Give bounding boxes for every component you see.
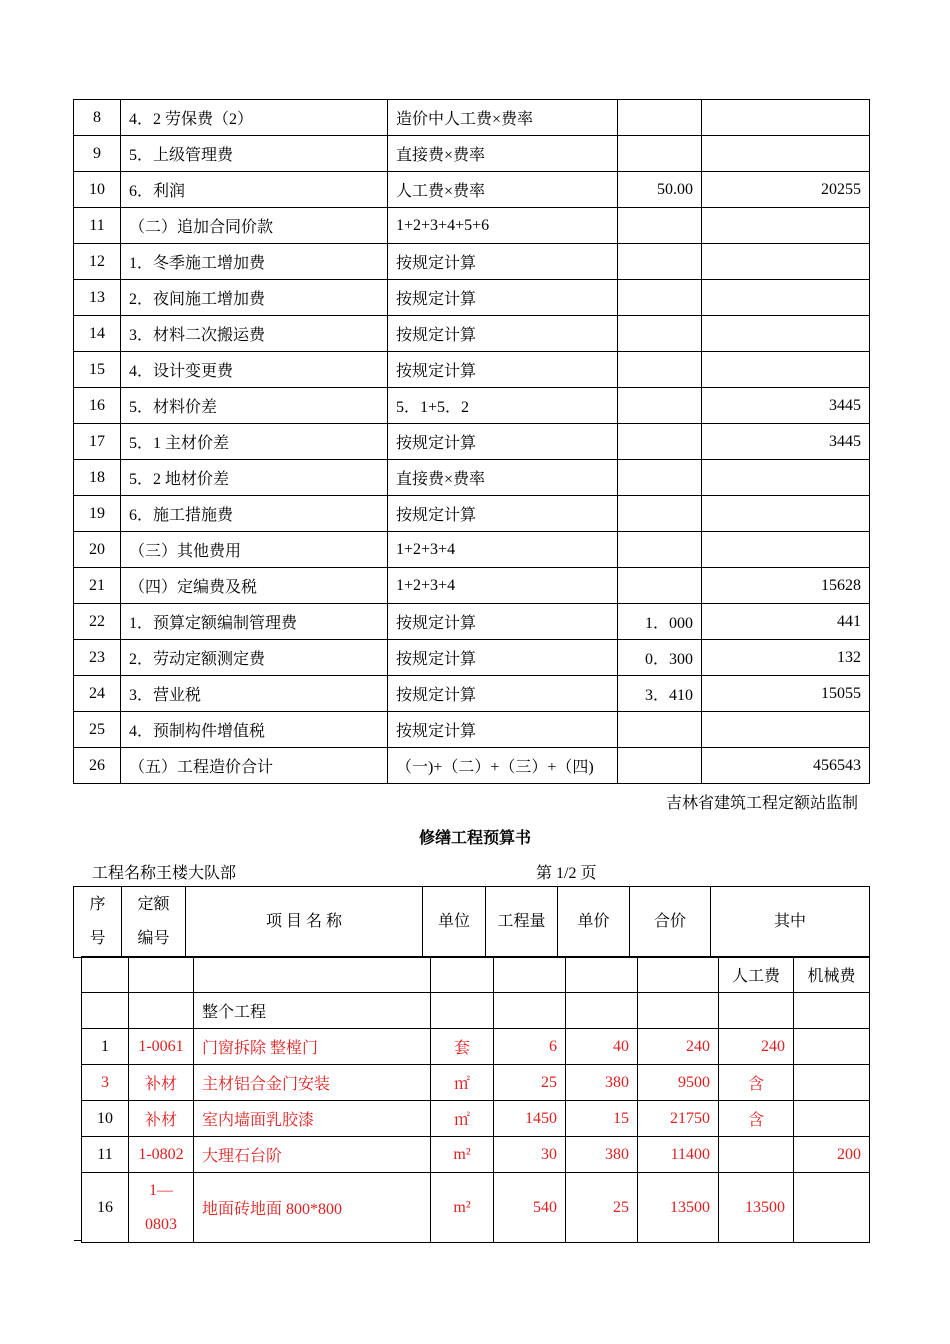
amount: 456543 xyxy=(702,748,870,784)
row-number: 18 xyxy=(74,460,121,496)
amount xyxy=(702,244,870,280)
amount xyxy=(702,352,870,388)
cost-item: 4．预制构件增值税 xyxy=(121,712,388,748)
cost-item: 4．2 劳保费（2） xyxy=(121,100,388,136)
seq-number: 16 xyxy=(82,1173,129,1243)
cost-row xyxy=(74,316,870,352)
quantity: 540 xyxy=(494,1173,566,1243)
amount xyxy=(702,712,870,748)
cost-item: 1．预算定额编制管理费 xyxy=(121,604,388,640)
cost-item: （四）定编费及税 xyxy=(121,568,388,604)
page-number: 第 1/2 页 xyxy=(536,865,597,882)
rate xyxy=(618,208,702,244)
budget-row xyxy=(82,1173,870,1243)
calc-basis: 按规定计算 xyxy=(388,604,618,640)
quantity: 30 xyxy=(494,1137,566,1173)
calc-basis: 按规定计算 xyxy=(388,244,618,280)
budget-row xyxy=(82,1065,870,1101)
group-label: 整个工程 xyxy=(194,993,431,1029)
calc-basis: （一)+（二）+（三）+（四) xyxy=(388,748,618,784)
row-number: 23 xyxy=(74,640,121,676)
calc-basis: 5．1+5．2 xyxy=(388,388,618,424)
header-quantity: 工程量 xyxy=(486,887,558,958)
total-price: 11400 xyxy=(638,1137,719,1173)
rate: 0．300 xyxy=(618,640,702,676)
amount: 441 xyxy=(702,604,870,640)
header-of-which: 其中 xyxy=(711,887,870,958)
cost-row xyxy=(74,244,870,280)
amount: 3445 xyxy=(702,424,870,460)
quantity: 6 xyxy=(494,1029,566,1065)
group-row xyxy=(82,993,870,1029)
calc-basis: 按规定计算 xyxy=(388,424,618,460)
rate xyxy=(618,244,702,280)
calc-basis: 直接费×费率 xyxy=(388,136,618,172)
seq-number: 3 xyxy=(82,1065,129,1101)
total-price: 21750 xyxy=(638,1101,719,1137)
machine-cost xyxy=(794,1065,870,1101)
cost-item: 5．1 主材价差 xyxy=(121,424,388,460)
total-price: 13500 xyxy=(638,1173,719,1243)
unit: ㎡ xyxy=(431,1065,494,1101)
calc-basis: 1+2+3+4+5+6 xyxy=(388,208,618,244)
unit-price: 25 xyxy=(566,1173,638,1243)
item-name: 室内墙面乳胶漆 xyxy=(194,1101,431,1137)
quota-code: 1-0061 xyxy=(129,1029,194,1065)
rate xyxy=(618,280,702,316)
cost-item: 1．冬季施工增加费 xyxy=(121,244,388,280)
labor-cost: 13500 xyxy=(719,1173,794,1243)
rate xyxy=(618,136,702,172)
machine-cost xyxy=(794,1101,870,1137)
header-seq: 序 号 xyxy=(74,887,122,958)
labor-cost: 含 xyxy=(719,1101,794,1137)
rate xyxy=(618,460,702,496)
item-name: 地面砖地面 800*800 xyxy=(194,1173,431,1243)
row-number: 20 xyxy=(74,532,121,568)
amount xyxy=(702,532,870,568)
calc-basis: 直接费×费率 xyxy=(388,460,618,496)
labor-cost xyxy=(719,1137,794,1173)
calc-basis: 按规定计算 xyxy=(388,316,618,352)
calc-basis: 按规定计算 xyxy=(388,280,618,316)
rate xyxy=(618,568,702,604)
rate xyxy=(618,316,702,352)
row-number: 19 xyxy=(74,496,121,532)
cost-row xyxy=(74,100,870,136)
calc-basis: 1+2+3+4 xyxy=(388,532,618,568)
rate xyxy=(618,388,702,424)
amount: 15055 xyxy=(702,676,870,712)
machine-cost xyxy=(794,1173,870,1243)
rate xyxy=(618,532,702,568)
labor-cost: 240 xyxy=(719,1029,794,1065)
budget-row xyxy=(82,1101,870,1137)
quota-code: 1— 0803 xyxy=(129,1173,194,1243)
unit-price: 380 xyxy=(566,1065,638,1101)
header-item-name: 项 目 名 称 xyxy=(186,887,423,958)
amount xyxy=(702,316,870,352)
header-machine-cost: 机械费 xyxy=(794,957,870,993)
amount xyxy=(702,100,870,136)
row-number: 22 xyxy=(74,604,121,640)
rate xyxy=(618,424,702,460)
amount xyxy=(702,460,870,496)
supervision-note: 吉林省建筑工程定额站监制 xyxy=(665,795,858,812)
rate xyxy=(618,748,702,784)
amount xyxy=(702,280,870,316)
row-number: 13 xyxy=(74,280,121,316)
cost-item: 2．夜间施工增加费 xyxy=(121,280,388,316)
header-unit: 单位 xyxy=(423,887,486,958)
calc-basis: 按规定计算 xyxy=(388,352,618,388)
unit-price: 40 xyxy=(566,1029,638,1065)
rate xyxy=(618,496,702,532)
row-number: 16 xyxy=(74,388,121,424)
cost-row xyxy=(74,496,870,532)
cost-summary-table xyxy=(73,99,870,784)
budget-header-table xyxy=(73,886,870,958)
quota-code: 补材 xyxy=(129,1101,194,1137)
row-number: 11 xyxy=(74,208,121,244)
cost-row xyxy=(74,280,870,316)
quantity: 25 xyxy=(494,1065,566,1101)
project-name: 工程名称王楼大队部 xyxy=(92,865,237,882)
calc-basis: 按规定计算 xyxy=(388,496,618,532)
budget-row xyxy=(82,1029,870,1065)
calc-basis: 按规定计算 xyxy=(388,712,618,748)
budget-row xyxy=(82,1137,870,1173)
rate: 50.00 xyxy=(618,172,702,208)
row-number: 9 xyxy=(74,136,121,172)
seq-number: 11 xyxy=(82,1137,129,1173)
amount: 15628 xyxy=(702,568,870,604)
cost-row xyxy=(74,460,870,496)
cost-row xyxy=(74,676,870,712)
calc-basis: 人工费×费率 xyxy=(388,172,618,208)
row-number: 14 xyxy=(74,316,121,352)
rate xyxy=(618,100,702,136)
budget-title: 修缮工程预算书 xyxy=(418,830,531,847)
cost-row xyxy=(74,532,870,568)
labor-cost: 含 xyxy=(719,1065,794,1101)
cost-row xyxy=(74,568,870,604)
unit: ㎡ xyxy=(431,1101,494,1137)
cost-item: 5．上级管理费 xyxy=(121,136,388,172)
header-unit-price: 单价 xyxy=(558,887,630,958)
calc-basis: 造价中人工费×费率 xyxy=(388,100,618,136)
unit-price: 380 xyxy=(566,1137,638,1173)
seq-number: 10 xyxy=(82,1101,129,1137)
item-name: 主材铝合金门安装 xyxy=(194,1065,431,1101)
rate: 3．410 xyxy=(618,676,702,712)
item-name: 大理石台阶 xyxy=(194,1137,431,1173)
machine-cost xyxy=(794,1029,870,1065)
cost-row xyxy=(74,604,870,640)
amount: 132 xyxy=(702,640,870,676)
rate xyxy=(618,712,702,748)
cost-item: 2．劳动定额测定费 xyxy=(121,640,388,676)
cost-item: 6．利润 xyxy=(121,172,388,208)
cost-row xyxy=(74,712,870,748)
row-number: 26 xyxy=(74,748,121,784)
quota-code: 补材 xyxy=(129,1065,194,1101)
machine-cost: 200 xyxy=(794,1137,870,1173)
total-price: 9500 xyxy=(638,1065,719,1101)
total-price: 240 xyxy=(638,1029,719,1065)
header-total: 合价 xyxy=(630,887,711,958)
row-number: 24 xyxy=(74,676,121,712)
row-number: 17 xyxy=(74,424,121,460)
cost-item: （二）追加合同价款 xyxy=(121,208,388,244)
row-number: 15 xyxy=(74,352,121,388)
calc-basis: 1+2+3+4 xyxy=(388,568,618,604)
amount: 20255 xyxy=(702,172,870,208)
cost-item: （五）工程造价合计 xyxy=(121,748,388,784)
row-number: 8 xyxy=(74,100,121,136)
amount xyxy=(702,208,870,244)
cost-row xyxy=(74,136,870,172)
header-labor-cost: 人工费 xyxy=(719,957,794,993)
rate: 1．000 xyxy=(618,604,702,640)
cost-row xyxy=(74,352,870,388)
cost-row xyxy=(74,388,870,424)
cost-item: 6．施工措施费 xyxy=(121,496,388,532)
calc-basis: 按规定计算 xyxy=(388,676,618,712)
unit: m² xyxy=(431,1173,494,1243)
cost-item: 5．2 地材价差 xyxy=(121,460,388,496)
subheader-row xyxy=(82,957,870,993)
cost-row xyxy=(74,640,870,676)
row-number: 25 xyxy=(74,712,121,748)
quota-code: 1-0802 xyxy=(129,1137,194,1173)
row-number: 21 xyxy=(74,568,121,604)
row-number: 12 xyxy=(74,244,121,280)
rate xyxy=(618,352,702,388)
cost-item: （三）其他费用 xyxy=(121,532,388,568)
budget-items-table xyxy=(81,956,870,1243)
margin-tick xyxy=(74,1240,82,1241)
cost-row xyxy=(74,748,870,784)
amount: 3445 xyxy=(702,388,870,424)
cost-item: 3．营业税 xyxy=(121,676,388,712)
item-name: 门窗拆除 整樘门 xyxy=(194,1029,431,1065)
amount xyxy=(702,136,870,172)
unit: m² xyxy=(431,1137,494,1173)
unit: 套 xyxy=(431,1029,494,1065)
cost-row xyxy=(74,424,870,460)
cost-item: 3．材料二次搬运费 xyxy=(121,316,388,352)
cost-item: 5．材料价差 xyxy=(121,388,388,424)
cost-row xyxy=(74,208,870,244)
calc-basis: 按规定计算 xyxy=(388,640,618,676)
header-code: 定额 编号 xyxy=(122,887,186,958)
quantity: 1450 xyxy=(494,1101,566,1137)
row-number: 10 xyxy=(74,172,121,208)
cost-row xyxy=(74,172,870,208)
unit-price: 15 xyxy=(566,1101,638,1137)
seq-number: 1 xyxy=(82,1029,129,1065)
amount xyxy=(702,496,870,532)
cost-item: 4．设计变更费 xyxy=(121,352,388,388)
